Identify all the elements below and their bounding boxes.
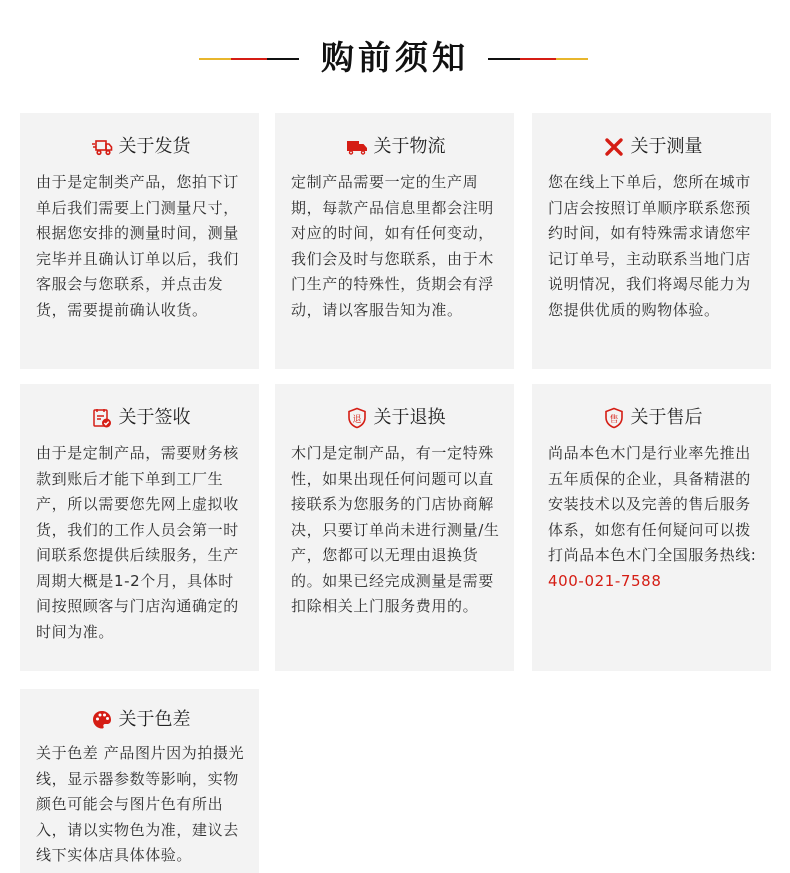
service-hotline[interactable]: 400-021-7588 <box>548 571 662 590</box>
card-title: 关于物流 <box>373 136 446 157</box>
card-title: 关于签收 <box>118 407 191 428</box>
aftersale-shield-icon <box>603 407 625 429</box>
color-palette-icon <box>91 709 113 731</box>
card-title: 关于退换 <box>373 407 446 428</box>
card-title: 关于测量 <box>630 136 703 157</box>
card-after-sales <box>532 384 771 671</box>
card-body: 定制产品需要一定的生产周期，每款产品信息里都会注明对应的时间，如有任何变动，我们会及时与您联系，由于木门生产的特殊性，货期会有浮动，请以客服告知为准。 <box>291 173 494 319</box>
card-title: 关于色差 <box>118 709 191 730</box>
card-header <box>291 136 500 158</box>
card-body: 木门是定制产品，有一定特殊性，如果出现任何问题可以直接联系为您服务的门店协商解决，只要订单尚未进行测量/生产，您都可以无理由退换货的。如果已经完成测量是需要扣除相关上门服务费用的。 <box>291 444 500 615</box>
measure-cross-icon <box>603 136 625 158</box>
card-header <box>291 407 500 429</box>
card-shipping <box>20 113 259 369</box>
card-body <box>548 441 757 594</box>
svg-text:退: 退 <box>351 415 362 425</box>
card-measurement <box>532 113 771 369</box>
card-header <box>548 407 757 429</box>
card-color-difference <box>20 689 259 873</box>
card-body: 您在线上下单后，您所在城市门店会按照订单顺序联系您预约时间，如有特殊需求请您牢记订单号，主动联系当地门店说明情况，我们将竭尽能力为您提供优质的购物体验。 <box>548 173 751 319</box>
card-title: 关于发货 <box>118 136 191 157</box>
card-header <box>548 136 757 158</box>
card-title: 关于售后 <box>630 407 703 428</box>
card-returns <box>275 384 514 671</box>
card-body: 由于是定制类产品，您拍下订单后我们需要上门测量尺寸，根据您安排的测量时间，测量完毕并且确认订单以后，我们客服会与您联系，并点击发货，需要提前确认收货。 <box>36 173 239 319</box>
card-body: 关于色差 产品图片因为拍摄光线，显示器参数等影响，实物颜色可能会与图片色有所出入，请以实物色为准，建议去线下实体店具体体验。 <box>36 744 245 864</box>
page-title: 购前须知 <box>321 38 469 77</box>
title-decoration-right <box>488 58 588 60</box>
delivery-truck-icon <box>91 136 113 158</box>
card-signing <box>20 384 259 671</box>
after-sales-text: 尚品本色木门是行业率先推出五年质保的企业，具备精湛的安装技术以及完善的售后服务体系，如您有任何疑问可以拨打尚品本色木门全国服务热线: <box>548 444 757 564</box>
page-header <box>0 36 790 84</box>
return-shield-icon <box>346 407 368 429</box>
card-header <box>36 136 245 158</box>
svg-text:售: 售 <box>608 415 619 425</box>
logistics-truck-icon <box>346 136 368 158</box>
sign-document-icon <box>91 407 113 429</box>
card-header <box>36 407 245 429</box>
card-body: 由于是定制产品，需要财务核款到账后才能下单到工厂生产，所以需要您先网上虚拟收货，我们的工作人员会第一时间联系您提供后续服务，生产周期大概是1-2个月，具体时间按照顾客与门店沟通确定的时间为准。 <box>36 444 239 641</box>
card-header <box>36 709 245 731</box>
card-logistics <box>275 113 514 369</box>
